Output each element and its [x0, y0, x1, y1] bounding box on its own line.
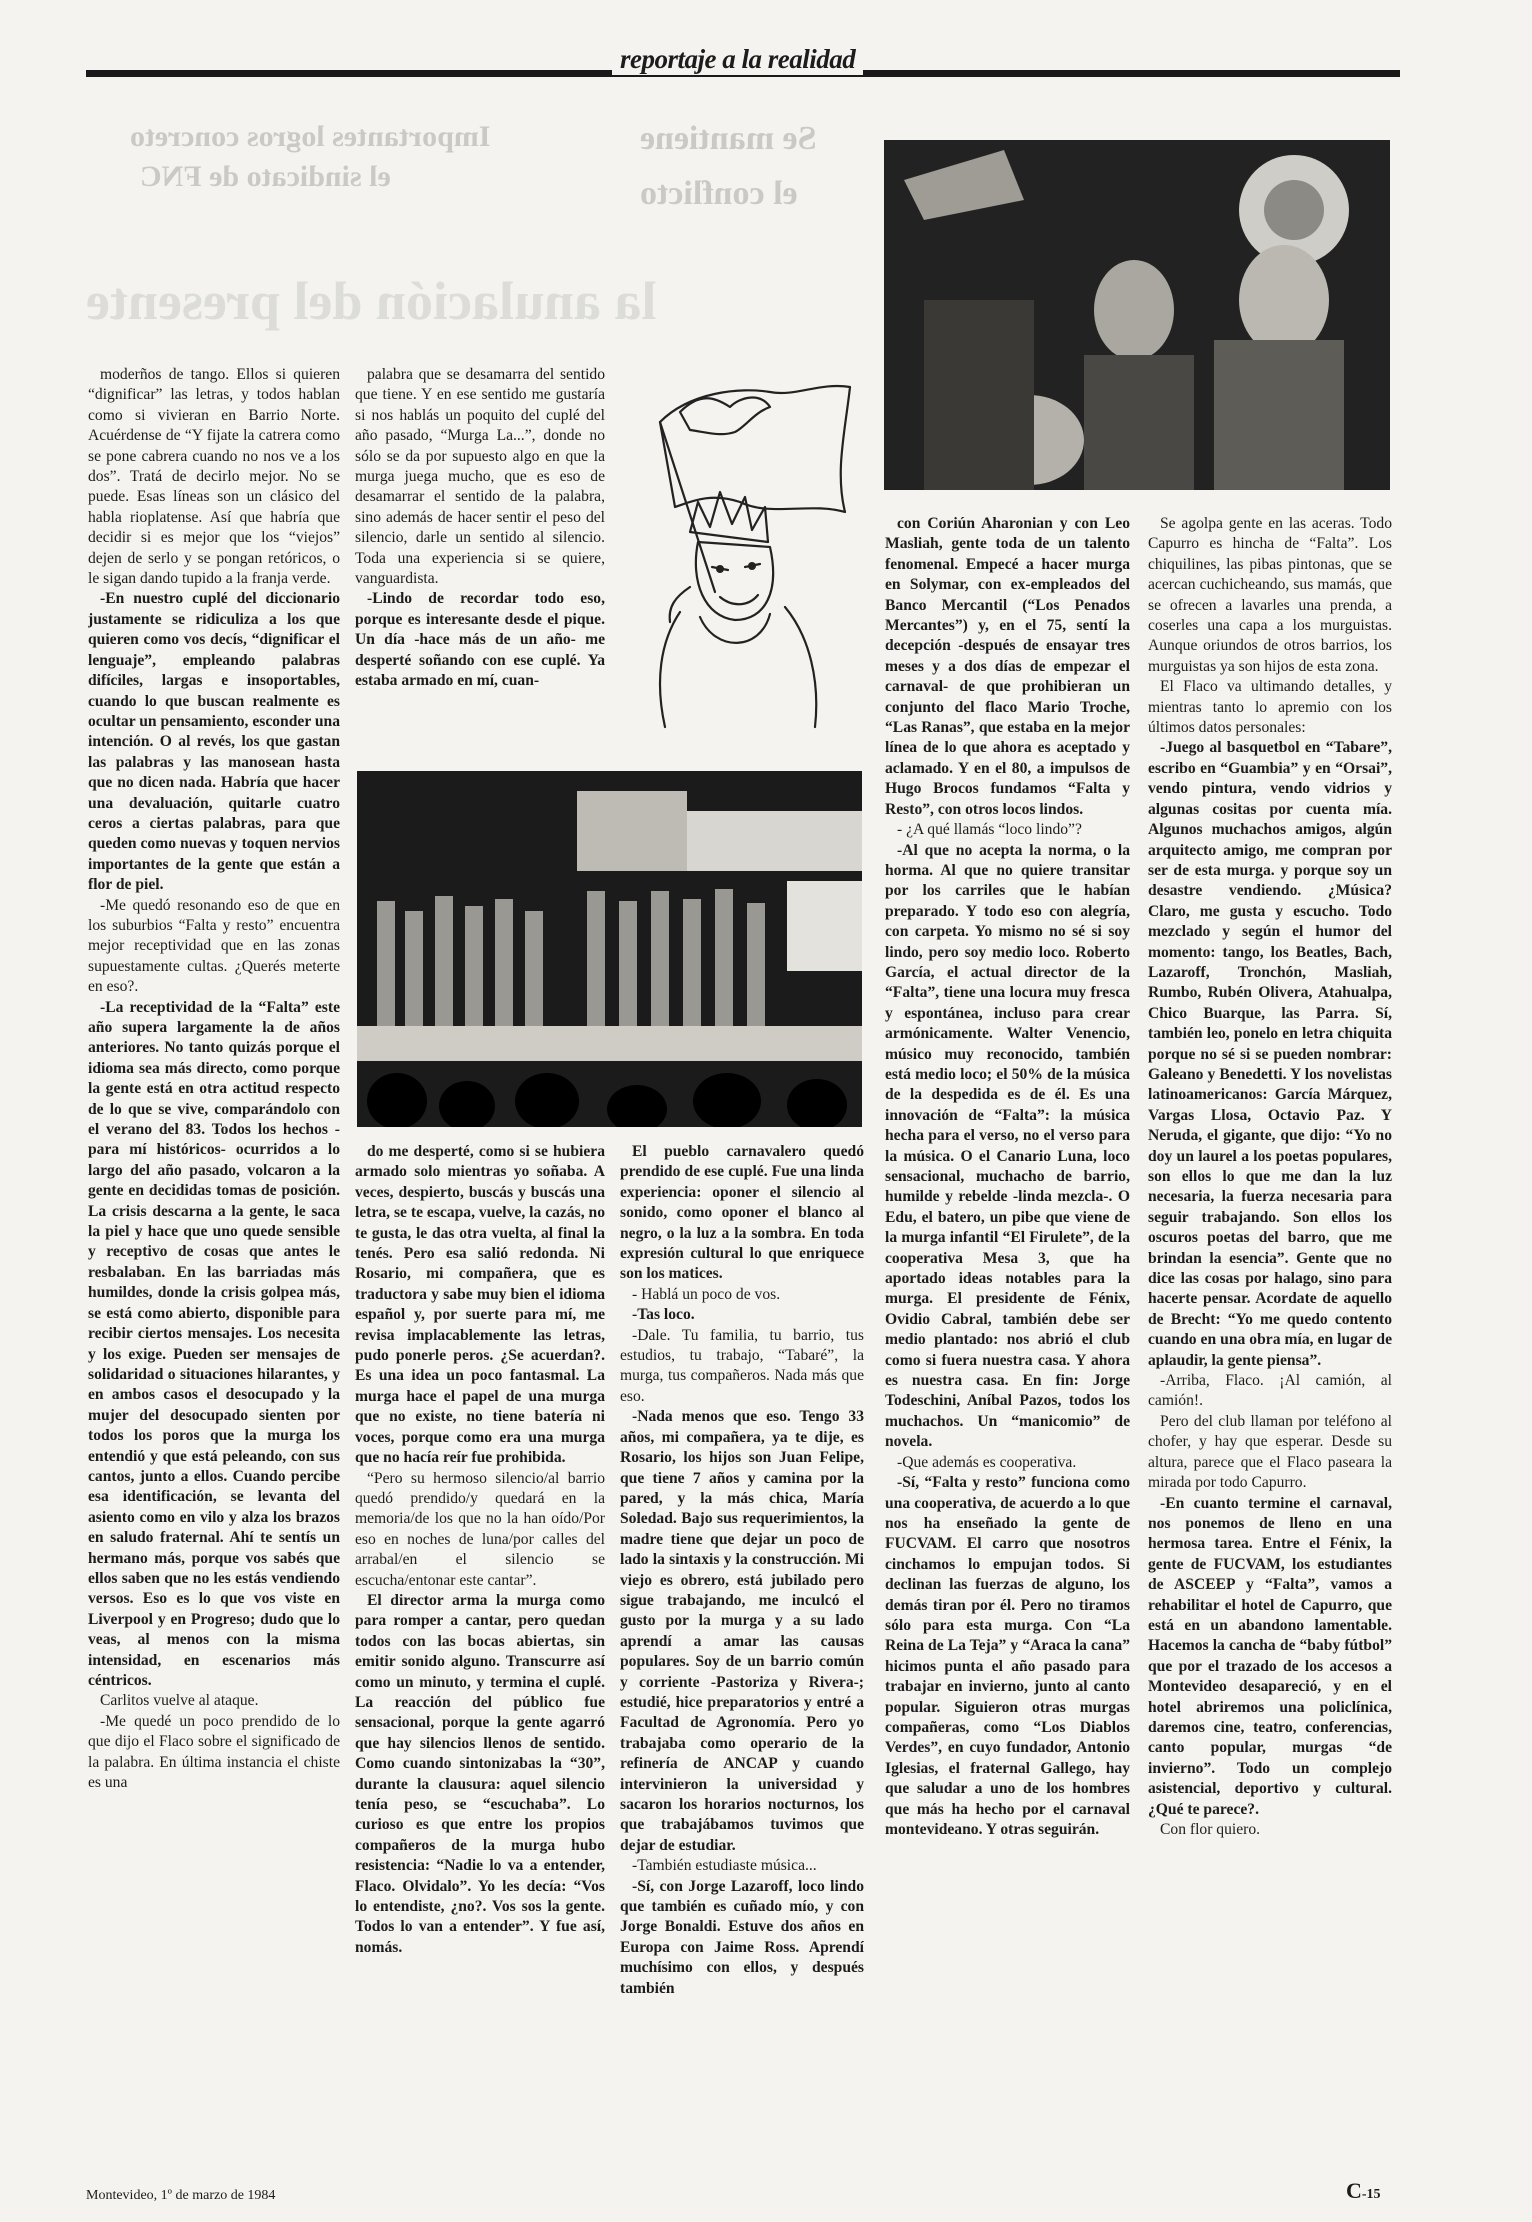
paragraph: Con flor quiero. [1160, 1821, 1261, 1838]
paragraph: -Juego al basquetbol en “Tabare”, escribo en “Guambia” y en “Orsai”, vendo pintura, vendo vidrios y algunas cositas por cuenta mía. Algunos muchachos amigos, algún arquitecto amigo, me compran por ser de esta murga. y porque soy un desastre vendiendo. ¿Música? Claro, me gusta y escucho. Todo mezclado y según el humor del momento: tango, los Beatles, Bach, Lazaroff, Tronchón, Masliah, Rumbo, Rubén Olivera, Atahualpa, Chico Buarque, las Parra. Sí, también leo, ponelo en letra chiquita porque no sé si se pueden nombrar: Galeano y Benedetti. Y los novelistas latinoamericanos: García Márquez, Vargas Llosa, Octavio Paz. Y Neruda, el gigante, que dijo: “Yo no doy un laurel a los poetas populares, son ellos lo que me dan la luz necesaria, la fuerza necesaria para seguir trabajando. Son ellos los oscuros poetas del barro, que me brindan la esencia”. Gente que no dice las cosas por halago, sino para hacerte pensar. Acordate de aquello de Brecht: “Yo me quedo contento cuando en una obra mía, en lugar de aplaudir, la gente piensa”. [1148, 739, 1392, 1369]
paragraph: -La receptividad de la “Falta” este año supera largamente la de años anteriores. No tanto quizás porque el idioma sea más directo, como porque la gente está en otra actitud respecto de lo que se vive, comparándolo con el verano del 83. Todos los hechos -para mí históricos- ocurridos a lo largo del año pasado, volcaron a la gente en decididas tomas de posición. La crisis descarna a la gente, le saca la piel y hace que uno quede sensible y receptivo de cosas que antes le resbalaban. En las barriadas más humildes, donde la crisis golpea más, se está como abierto, disponible para recibir ciertos mensajes. Los necesita y los exige. Pueden ser mensajes de solidaridad o situaciones hilarantes, y en ambos casos el desocupado y la mujer del desocupado sienten por todos los poros que la murga los entendió y que está peleando, con sus cantos, junto a ellos. Cuando percibe esa identificación, se levanta del asiento como en vilo y alza los brazos en saludo fraternal. Ahí te sentís un hermano más, porque vos sabés que ellos saben que no les estás vendiendo versos. Eso es lo que vos viste en Liverpool y en Progreso; dudo que lo veas, al menos con la misma intensidad, en escenarios más céntricos. [88, 998, 340, 1689]
dateline: Montevideo, 1º de marzo de 1984 [86, 2188, 276, 2203]
paragraph: -Me quedó resonando eso de que en los suburbios “Falta y resto” encuentra mejor receptividad que en las zonas supuestamente cultas. ¿Querés meterte en eso?. [88, 896, 340, 996]
paragraph: -Lindo de recordar todo eso, porque es interesante desde el pique. Un día -hace más de un año- me desperté soñando con ese cuplé. Ya estaba armado en mí, cuan- [355, 590, 605, 690]
paragraph: -En cuanto termine el carnaval, nos ponemos de lleno en una hermosa tarea. Entre el Fénix, la gente de FUCVAM, los estudiantes de ASCEEP y “Falta”, vamos a rehabilitar el hotel de Capurro, que está en un abandono lamentable. Hacemos la cancha de “baby fútbol” que por el trazado de los accesos a Montevideo desapareció, y en el hotel abriremos una policlínica, daremos cine, teatro, conferencias, canto popular, murgas “de invierno”. Todo un complejo asistencial, deportivo y cultural. ¿Qué te parece?. [1148, 1494, 1392, 1818]
paragraph: -Arriba, Flaco. ¡Al camión, al camión!. [1148, 1372, 1392, 1410]
paragraph: Pero del club llaman por teléfono al chofer, y hay que esperar. Desde su altura, parece que el Flaco paseara la mirada por todo Capurro. [1148, 1412, 1392, 1492]
paragraph: -También estudiaste música... [632, 1857, 817, 1875]
paragraph: Carlitos vuelve al ataque. [100, 1692, 259, 1710]
text-column-2-bottom [355, 1142, 605, 2135]
paragraph: do me desperté, como si se hubiera armado solo mientras yo soñaba. A veces, despierto, buscás y buscás una letra, se te escapa, vuelve, la cazás, no te gusta, le das otra vuelta, al final la tenés. Pero esa salió redonda. Ni Rosario, mi compañera, que es traductora y sabe muy bien el idioma español y, por suerte para mí, me revisa implacablemente las letras, pudo ponerle peros. ¿Se acuerdan?. Es una idea un poco fantasmal. La murga hace el papel de una murga que no existe, no tiene batería ni voces, porque como era una murga que no hacía reír fue prohibida. [355, 1143, 605, 1467]
paragraph: moderños de tango. Ellos si quieren “dignificar” las letras, y todos hablan como si vivieran en Barrio Norte. Acuérdense de “Y fijate la catrera como se pone cabrera cuando no nos ve a los dos”. Tratá de decirlo mejor. No se puede. Esas líneas son un clásico del habla rioplatense. Así que habría que decidir si es mejor que los “viejos” dejen de serlo y se pongan retóricos, o le sigan dando tupido a la franja verde. [88, 366, 340, 588]
section-header: reportaje a la realidad [612, 44, 863, 75]
paragraph: -Dale. Tu familia, tu barrio, tus estudios, tu trabajo, “Tabaré”, la murga, tus compañeros. Nada más que eso. [620, 1326, 864, 1405]
paragraph: El pueblo carnavalero quedó prendido de ese cuplé. Fue una linda experiencia: oponer el silencio al sonido, como oponer el blanco al negro, o la luz a la sombra. En toda expresión cultural lo que enriquece son los matices. [620, 1143, 864, 1283]
text-column-5 [1148, 514, 1392, 2135]
paragraph: -Nada menos que eso. Tengo 33 años, mi compañera, ya te dije, es Rosario, los hijos son Juan Felipe, que tiene 7 años y camina por la pared, y la más chica, María Soledad. Bajo sus requerimientos, la madre tiene que dejar un poco de lado la sintaxis y la construcción. Mi viejo es obrero, está jubilado pero sigue trabajando, me inculcó el gusto por la murga y a su lado aprendí a amar las causas populares. Soy de un barrio común y corriente -Pastoriza y Rivera-; estudié, hice preparatorios y entré a Facultad de Agronomía. Pero yo trabajaba como operario de la refinería de ANCAP y cuando intervinieron la universidad y sacaron los horarios nocturnos, los que trabajábamos tuvimos que dejar de estudiar. [620, 1408, 864, 1854]
paragraph: palabra que se desamarra del sentido que tiene. Y en ese sentido me gustaría si nos hablás un poquito del cuplé del año pasado, “Murga La...”, donde no sólo se da por supuesto algo en que la murga juega mucho, que es eso de desamarrar el sentido de la palabra, sino además de hacer sentir el peso del silencio, darle un sentido al silencio. Toda una experiencia si se quiere, vanguardista. [355, 366, 605, 588]
paragraph: El Flaco va ultimando detalles, y mientras tanto lo apremio con los últimos datos personales: [1148, 678, 1392, 737]
paragraph: Se agolpa gente en las aceras. Todo Capurro es hincha de “Falta”. Los chiquilines, las pibas pintonas, que se acercan cuchicheando, sus mamás, que se ofrecen a lavarles una prenda, a coserles una capa a los murguistas. Aunque oriundos de otros barrios, los murguistas ya son hijos de esta zona. [1148, 515, 1392, 675]
paragraph: El director arma la murga como para romper a cantar, pero quedan todos con las bocas abiertas, sin emitir sonido alguno. Transcurre así como un minuto, y termina el cuplé. La reacción del público fue sensacional, porque la gente agarró que hay silencios llenos de sentido. Como cuando sintonizabas la “30”, durante la clausura: aquel silencio tenía peso, se “escuchaba”. Lo curioso es que entre los propios compañeros de la murga hubo resistencia: “Nadie lo va a entender, Flaco. Olvidalo”. Yo les decía: “Vos lo entendiste, ¿no?. Vos sos la gente. Todos lo van a entender”. Y fue así, nomás. [355, 1591, 605, 1956]
paragraph: -Sí, “Falta y resto” funciona como una cooperativa, de acuerdo a lo que nos ha enseñado la gente de FUCVAM. El carro que nosotros cinchamos lo empujan todos. Si declinan las fuerzas de alguno, los demás tiran por él. Pero no tiramos sólo para esta murga. Con “La Reina de La Teja” y “Araca la cana” hicimos punta el año pasado para trabajar en invierno, junto al canto popular. Siguieron otras murgas compañeras, como “Los Diablos Verdes”, en cuyo fundador, Antonio Iglesias, el fraternal Gallego, hay que saludar a uno de los hombres que más ha hecho por el carnaval montevideano. Y otras seguirán. [885, 1474, 1130, 1838]
show-through-text: Se mantiene [640, 120, 817, 157]
paragraph: -Tas loco. [632, 1306, 695, 1324]
paragraph: -Al que no acepta la norma, o la horma. Al que no quiere transitar por los carriles que le habían preparado. Y todo eso con alegría, con carpeta. Yo mismo no sé si soy lindo, pero soy medio loco. Roberto García, el actual director de la “Falta”, tiene una locura muy fresca y espontánea, incluso para crear armónicamente. Walter Venencio, músico muy reconocido, también está medio loco; el 50% de la música de la despedida es de él. Es una innovación de “Falta”: la música hecha para el verso, no el verso para la música. O el Canario Luna, loco sensacional, muchacho de barrio, humilde y rebelde -linda mezcla-. O Edu, el batero, un pibe que viene de la murga infantil “El Firulete”, de la cooperativa Mesa 3, que ha aportado ideas notables para la murga. El presidente de Fénix, Ovidio Cabral, también debe ser medio plantado: nos abrió el club como si fuera nuestra casa. Y ahora es nuestra casa. En fin: Jorge Todeschini, Aníbal Pazos, todos los muchachos. Un “manicomio” de novela. [885, 841, 1130, 1451]
text-column-3 [620, 1142, 864, 2135]
paragraph: -Me quedé un poco prendido de lo que dijo el Flaco sobre el significado de la palabra. En última instancia el chiste es una [88, 1712, 340, 1792]
text-column-1 [88, 365, 340, 2135]
paragraph: con Coriún Aharonian y con Leo Masliah, gente toda de un talento fenomenal. Empecé a hacer murga en Solymar, con ex-empleados del Banco Mercantil (“Los Penados Mercantes”) y, en el 75, sentí la decepción -después de ensayar tres meses y a dos días de empezar el carnaval- de que prohibieran un conjunto del flaco Mario Troche, “Las Ranas”, que estaba en la mejor línea de lo que ahora es aceptado y aclamado. Y en el 80, a impulsos de Hugo Brocos fundamos “Falta y Resto”, con otros locos lindos. [885, 515, 1130, 818]
text-column-2-top [355, 365, 605, 755]
show-through-text: Importantes logros concreto [130, 120, 491, 153]
paragraph: - Hablá un poco de vos. [632, 1285, 781, 1303]
logo-letter: C [1346, 2178, 1362, 2203]
paragraph: -En nuestro cuplé del diccionario justamente se ridiculiza a los que quieren como vos decís, “dignificar el lenguaje”, empleando palabras difíciles, largas e insoportables, cuando lo que buscan realmente es ocultar un pensamiento, esconder una intención. O al revés, los que gastan las palabras y las manosean hasta que no dicen nada. Habría que hacer una devaluación, quitarle cuatro ceros a ciertas palabras, para que queden como nuevas y toquen nervios importantes de la gente que están a flor de piel. [88, 590, 340, 894]
murguistas-photo [884, 140, 1390, 490]
page-number-text: -15 [1361, 2187, 1381, 2202]
paragraph: -Que además es cooperativa. [897, 1453, 1077, 1471]
paragraph: -Sí, con Jorge Lazaroff, loco lindo que también es cuñado mío, y con Jorge Bonaldi. Estuve dos años en Europa con Jaime Ross. Aprendí muchísimo con ellos, y después también [620, 1877, 864, 1997]
paragraph: - ¿A qué llamás “loco lindo”? [897, 821, 1082, 839]
page-number [1346, 2178, 1381, 2204]
stage-photo-murga [357, 771, 862, 1127]
show-through-text: el sindicato de FNC [140, 160, 391, 193]
murga-illustration [620, 352, 870, 732]
show-through-text: el conflicto [640, 175, 798, 212]
paragraph: “Pero su hermoso silencio/al barrio quedó prendido/y quedará en la memoria/de los que no la han oído/Por eso en noches de luna/por calles del arrabal/en el silencio se escucha/entonar este cantar”. [355, 1469, 605, 1589]
text-column-4 [885, 514, 1130, 2135]
show-through-text: la anulación del presente [86, 271, 657, 331]
